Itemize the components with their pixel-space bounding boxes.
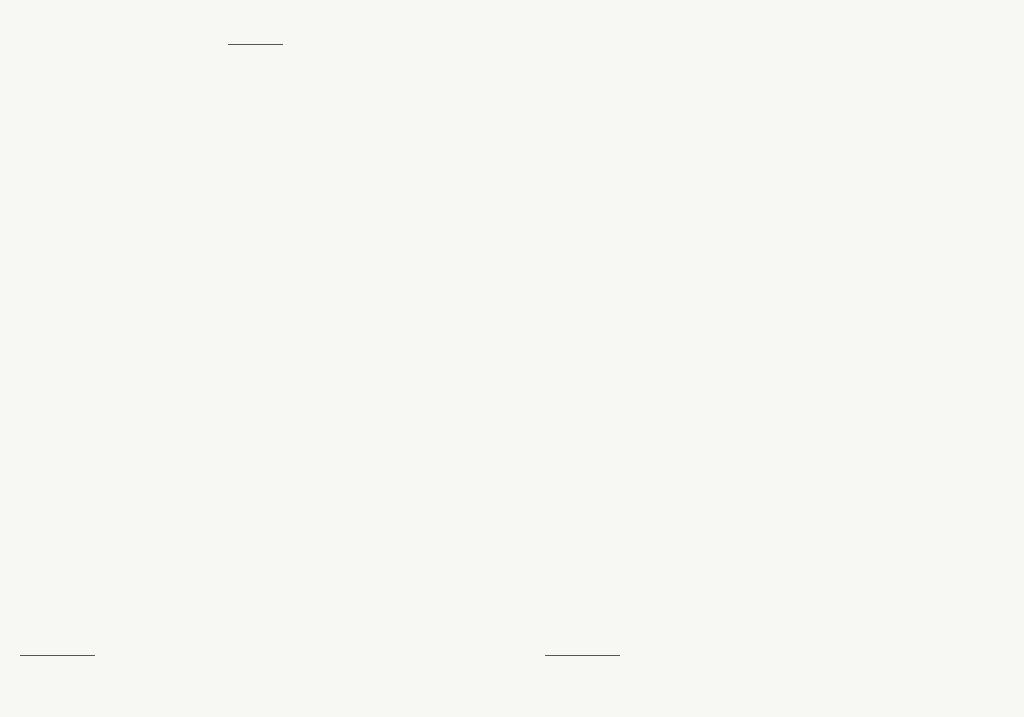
footnote-divider-right [545, 655, 620, 656]
left-page-body [20, 30, 490, 59]
footnote-divider-left [20, 655, 95, 656]
left-page [20, 0, 490, 717]
section-divider [228, 44, 283, 45]
right-page [545, 0, 1015, 717]
